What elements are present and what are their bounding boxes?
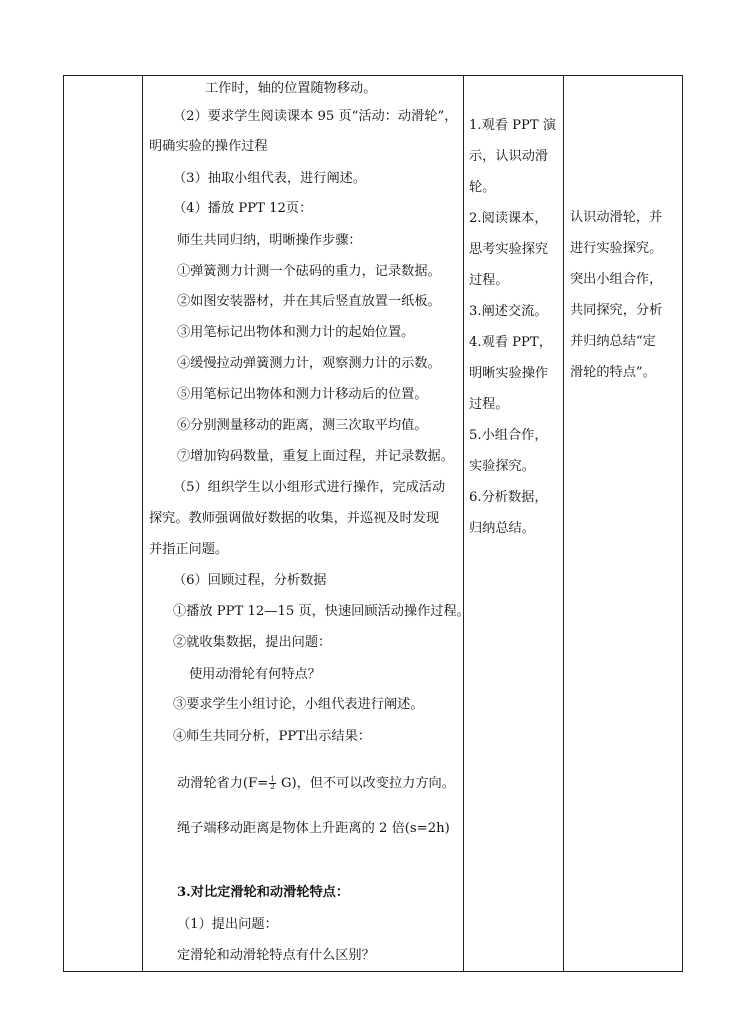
text-line: 工作时，轴的位置随物移动。 [205, 81, 377, 96]
text-line: （1）提出问题： [177, 917, 278, 932]
formula-prefix: 动滑轮省力(F= [177, 776, 269, 791]
student-line: 轮。 [469, 180, 496, 195]
step-line: ⑦增加钩码数量，重复上面过程，并记录数据。 [177, 449, 454, 464]
student-line: 思考实验探究 [469, 242, 549, 257]
text-line: 师生共同归纳，明晰操作步骤： [177, 233, 362, 248]
step-line: ④缓慢拉动弹簧测力计，观察测力计的示数。 [177, 356, 441, 371]
student-line: 5.小组合作， [469, 428, 548, 443]
step-line: ⑤用笔标记出物体和测力计移动后的位置。 [177, 387, 428, 402]
text-line: ④师生共同分析，PPT出示结果： [173, 729, 371, 744]
student-line: 3.阐述交流。 [469, 304, 548, 319]
formula-suffix: G)，但不可以改变拉力方向。 [276, 776, 455, 791]
step-line: ⑥分别测量移动的距离，测三次取平均值。 [177, 418, 428, 433]
purpose-line: 突出小组合作， [570, 272, 663, 287]
step-line: ①弹簧测力计测一个砝码的重力，记录数据。 [177, 264, 441, 279]
teacher-activity-column [143, 76, 470, 971]
student-line: 实验探究。 [469, 459, 535, 474]
purpose-line: 认识动滑轮，并 [570, 210, 663, 225]
student-line: 归纳总结。 [469, 521, 535, 536]
section-heading: 3.对比定滑轮和动滑轮特点： [177, 885, 350, 900]
student-line: 明晰实验操作 [469, 366, 549, 381]
question-line: 使用动滑轮有何特点？ [189, 667, 321, 682]
text-line: ③要求学生小组讨论，小组代表进行阐述。 [173, 697, 424, 712]
step-line: ②如图安装器材，并在其后竖直放置一纸板。 [177, 294, 441, 309]
text-line: ①播放 PPT 12—15 页，快速回顾活动操作过程。 [173, 604, 470, 619]
fraction-denominator: 2 [270, 783, 275, 791]
text-line: （2）要求学生阅读课本 95 页“活动：动滑轮”， [173, 109, 458, 124]
text-line: （3）抽取小组代表，进行阐述。 [173, 171, 367, 186]
text-line: （4）播放 PPT 12页： [173, 201, 313, 216]
purpose-line: 共同探究，分析 [570, 303, 663, 318]
text-line: 定滑轮和动滑轮特点有什么区别？ [177, 948, 375, 963]
purpose-line: 并归纳总结“定 [570, 334, 656, 349]
student-line: 过程。 [469, 273, 509, 288]
text-line: 探究。教师强调做好数据的收集，并巡视及时发现 [149, 511, 440, 526]
purpose-line: 进行实验探究。 [570, 241, 663, 256]
student-line: 1.观看 PPT 演 [469, 118, 557, 133]
text-line: （5）组织学生以小组形式进行操作，完成活动 [173, 480, 446, 495]
student-activity-column [464, 76, 563, 971]
formula-line [177, 775, 455, 793]
student-line: 4.观看 PPT， [469, 335, 552, 350]
purpose-line: 滑轮的特点”。 [570, 365, 656, 380]
distance-line: 绳子端移动距离是物体上升距离的 2 倍(s=2h) [177, 821, 450, 836]
student-line: 2.阅读课本， [469, 211, 548, 226]
fraction [269, 776, 275, 791]
text-line: ②就收集数据，提出问题： [173, 635, 332, 650]
fraction-numerator: 1 [270, 775, 275, 783]
student-line: 6.分析数据， [469, 490, 548, 505]
design-purpose-column [564, 76, 682, 971]
student-line: 示，认识动滑 [469, 149, 549, 164]
student-line: 过程。 [469, 397, 509, 412]
text-line: 并指正问题。 [149, 542, 229, 557]
lesson-table [63, 75, 683, 972]
text-line: 明确实验的操作过程 [149, 139, 268, 154]
step-line: ③用笔标记出物体和测力计的起始位置。 [177, 325, 415, 340]
text-line: （6）回顾过程，分析数据 [173, 573, 327, 588]
